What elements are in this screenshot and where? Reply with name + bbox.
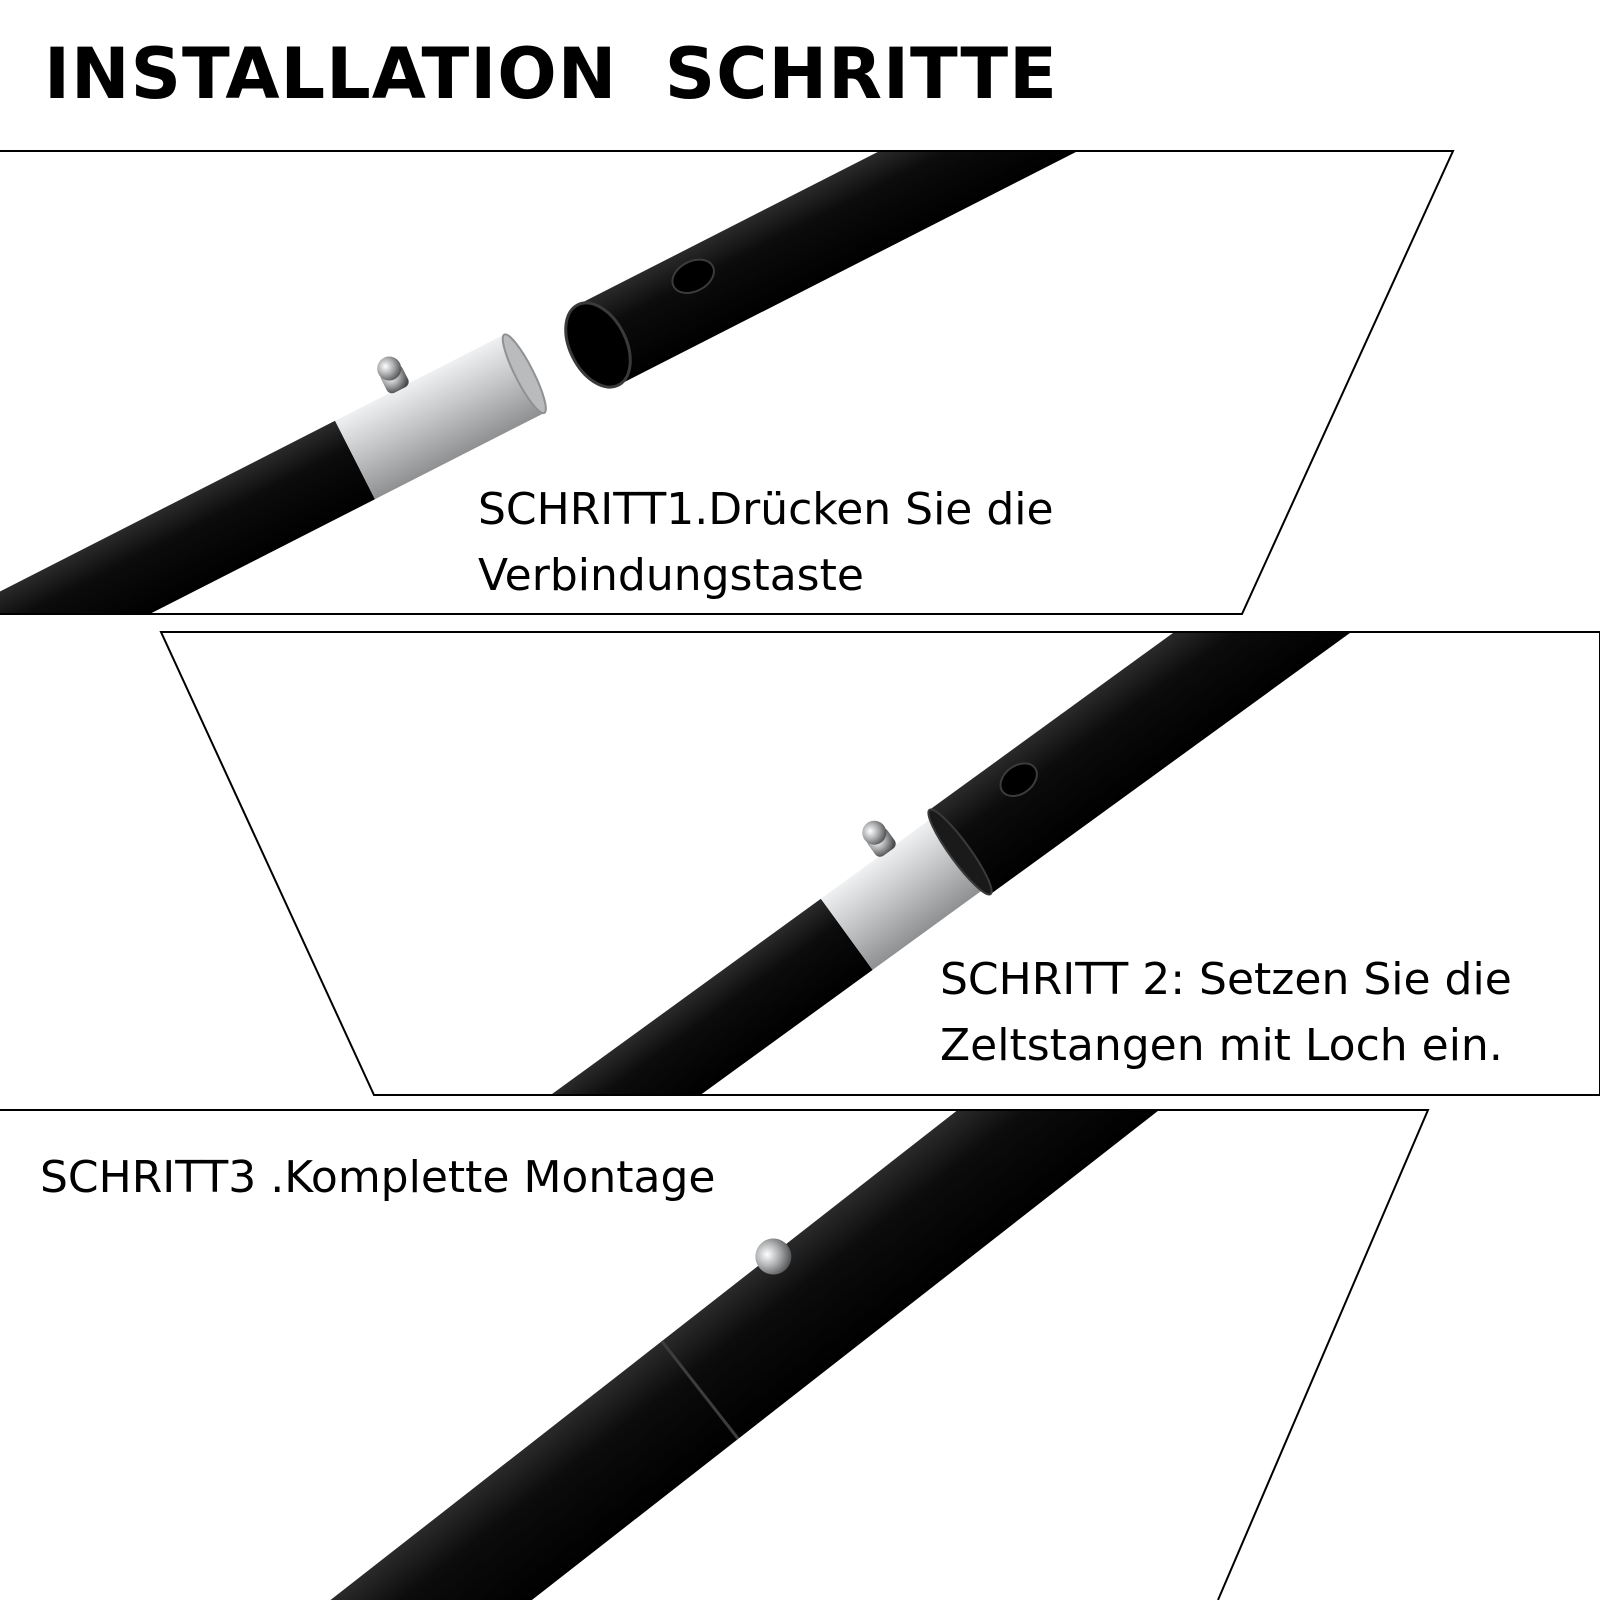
lower-pole <box>0 421 375 690</box>
step2-caption <box>940 947 1512 1079</box>
step1-caption-line: SCHRITT1.Drücken Sie die <box>478 484 1054 535</box>
step1-caption <box>478 477 1054 609</box>
step3-caption <box>40 1145 715 1211</box>
step2-caption-line: SCHRITT 2: Setzen Sie die <box>940 954 1512 1005</box>
step2-caption-line: Zeltstangen mit Loch ein. <box>940 1020 1503 1071</box>
lower-pole <box>546 899 873 1170</box>
step3-caption-line: SCHRITT3 .Komplette Montage <box>40 1152 716 1203</box>
step1-caption-line: Verbindungstaste <box>478 550 864 601</box>
upper-tube <box>578 0 1243 385</box>
page-title: INSTALLATION SCHRITTE <box>44 33 1058 115</box>
